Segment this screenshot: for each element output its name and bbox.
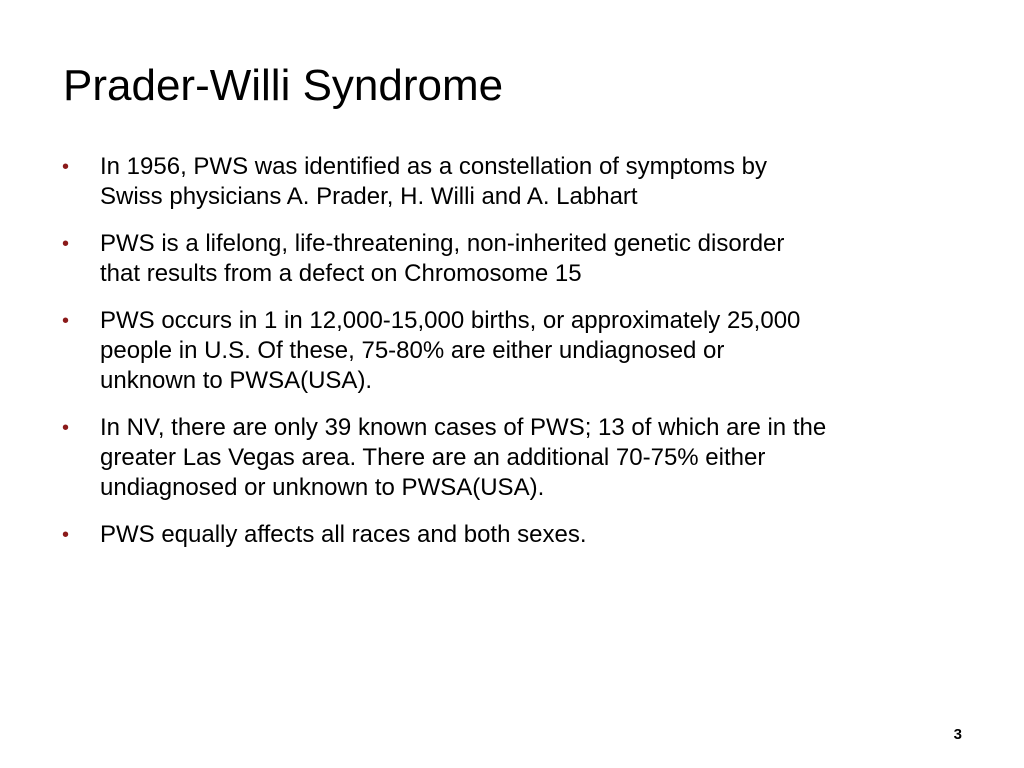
bullet-line: PWS equally affects all races and both sexes.	[100, 521, 587, 548]
bullet-line: PWS is a lifelong, life-threatening, non-inherited genetic disorder	[100, 230, 785, 257]
bullet-line: undiagnosed or unknown to PWSA(USA).	[100, 474, 545, 501]
bullet-list	[62, 152, 982, 567]
page-number: 3	[953, 726, 962, 743]
bullet-marker-icon: •	[62, 233, 70, 255]
bullet-marker-icon: •	[62, 524, 70, 546]
bullet-item	[62, 306, 982, 396]
bullet-line: people in U.S. Of these, 75-80% are either undiagnosed or	[100, 337, 725, 364]
bullet-item	[62, 413, 982, 503]
bullet-item	[62, 152, 982, 212]
bullet-marker-icon: •	[62, 310, 70, 332]
bullet-line: unknown to PWSA(USA).	[100, 367, 373, 394]
bullet-item	[62, 229, 982, 289]
bullet-line: greater Las Vegas area. There are an additional 70-75% either	[100, 444, 766, 471]
bullet-marker-icon: •	[62, 417, 70, 439]
bullet-line: In 1956, PWS was identified as a constellation of symptoms by	[100, 153, 767, 180]
slide-title: Prader-Willi Syndrome	[63, 61, 504, 110]
bullet-line: Swiss physicians A. Prader, H. Willi and A. Labhart	[100, 183, 638, 210]
bullet-item	[62, 520, 982, 550]
bullet-marker-icon: •	[62, 156, 70, 178]
bullet-line: PWS occurs in 1 in 12,000-15,000 births, or approximately 25,000	[100, 307, 801, 334]
bullet-line: that results from a defect on Chromosome 15	[100, 260, 582, 287]
bullet-line: In NV, there are only 39 known cases of PWS; 13 of which are in the	[100, 414, 827, 441]
